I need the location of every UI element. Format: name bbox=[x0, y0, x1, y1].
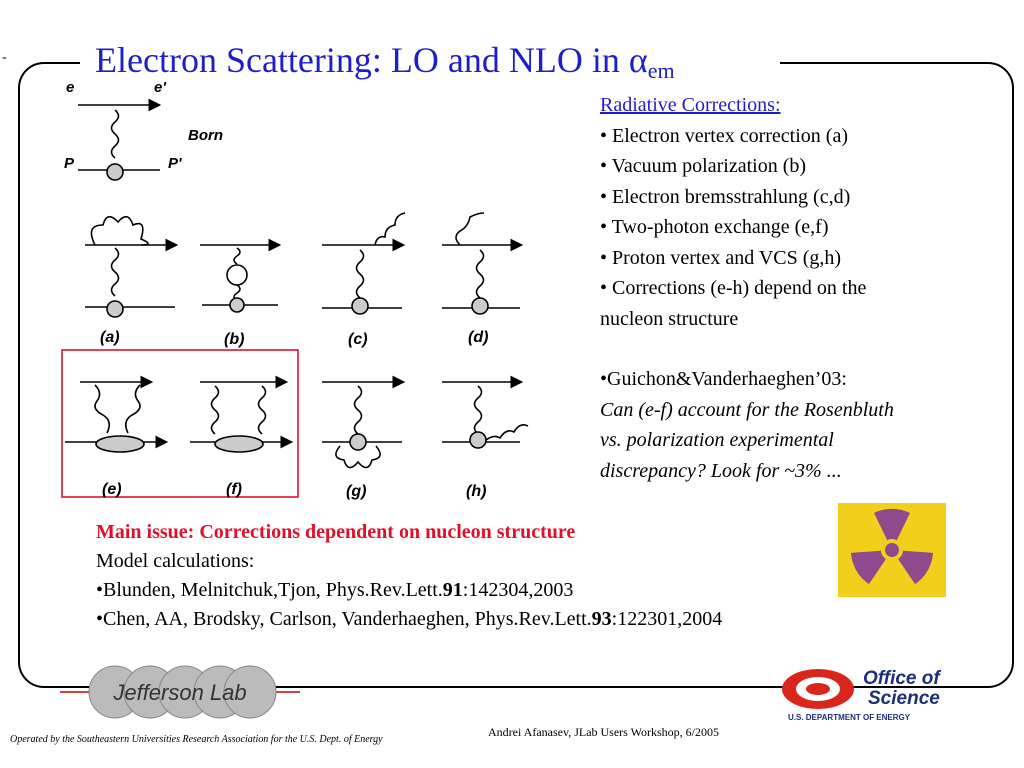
radiation-icon bbox=[838, 503, 946, 597]
question-line: Can (e-f) account for the Rosenbluth bbox=[600, 398, 894, 421]
office-line3: U.S. DEPARTMENT OF ENERGY bbox=[788, 713, 911, 722]
label-g: (g) bbox=[346, 483, 367, 500]
question-line: vs. polarization experimental bbox=[600, 429, 834, 451]
slide-marker: - bbox=[2, 50, 7, 65]
main-issue-block bbox=[96, 518, 722, 634]
rc-item: • Vacuum polarization (b) bbox=[600, 155, 807, 177]
ref1-volume: 91 bbox=[442, 579, 463, 601]
office-of-science-logo bbox=[778, 664, 968, 724]
rc-item: • Electron bremsstrahlung (c,d) bbox=[600, 185, 851, 208]
diagram-a bbox=[85, 217, 175, 317]
main-issue: Main issue: Corrections dependent on nucleon structure bbox=[96, 521, 576, 543]
label-p: P bbox=[64, 155, 75, 172]
radiative-heading: Radiative Corrections: bbox=[600, 94, 781, 116]
title-subscript: em bbox=[647, 58, 675, 83]
ref2-text: •Chen, AA, Brodsky, Carlson, Vanderhaeghen, Phys.Rev.Lett. bbox=[96, 608, 592, 630]
diagram-f bbox=[190, 382, 290, 452]
rc-item: • Electron vertex correction (a) bbox=[600, 124, 848, 147]
author-credit: Andrei Afanasev, JLab Users Workshop, 6/2005 bbox=[488, 725, 719, 739]
rc-item: • Two-photon exchange (e,f) bbox=[600, 216, 829, 238]
diagram-d bbox=[442, 213, 520, 314]
rc-item: • Corrections (e-h) depend on the bbox=[600, 277, 867, 299]
model-calculations: Model calculations: bbox=[96, 550, 255, 572]
rc-item: • Proton vertex and VCS (g,h) bbox=[600, 246, 842, 269]
operated-by-footer: Operated by the Southeastern Universities Research Association for the U.S. Dept. of Energy bbox=[10, 734, 383, 745]
label-b: (b) bbox=[224, 331, 245, 348]
ref1-text: •Blunden, Melnitchuk,Tjon, Phys.Rev.Lett. bbox=[96, 579, 443, 601]
label-e: e bbox=[66, 79, 75, 96]
radiative-corrections bbox=[600, 90, 1000, 486]
diagram-c bbox=[322, 213, 405, 314]
label-h: (h) bbox=[466, 483, 487, 500]
reference-1 bbox=[96, 576, 722, 605]
born-diagram bbox=[78, 105, 160, 180]
two-photon-highlight-box bbox=[62, 350, 298, 497]
label-a: (a) bbox=[100, 329, 120, 346]
reference-2 bbox=[96, 605, 722, 634]
jefferson-lab-logo bbox=[60, 662, 300, 726]
label-p-prime: P' bbox=[168, 155, 182, 172]
label-f: (f) bbox=[226, 481, 242, 498]
label-c: (c) bbox=[348, 331, 368, 348]
title-text: Electron Scattering: LO and NLO in α bbox=[95, 40, 648, 80]
label-born: Born bbox=[188, 127, 223, 144]
diagram-g bbox=[322, 382, 402, 468]
office-line2: Science bbox=[868, 688, 940, 709]
label-e-prime: e' bbox=[154, 79, 166, 96]
ref2-page: :122301,2004 bbox=[611, 608, 723, 630]
feynman-diagrams bbox=[20, 70, 560, 510]
diagram-e bbox=[65, 382, 165, 452]
ref2-volume: 93 bbox=[591, 608, 612, 630]
label-e-diagram: (e) bbox=[102, 481, 122, 498]
diagram-h bbox=[442, 382, 528, 448]
question-line: discrepancy? Look for ~3% ... bbox=[600, 459, 842, 482]
office-line1: Office of bbox=[863, 668, 940, 689]
diagram-b bbox=[200, 245, 278, 312]
spacer bbox=[600, 334, 1000, 364]
rc-item: nucleon structure bbox=[600, 307, 739, 330]
guichon-reference: •Guichon&Vanderhaeghen’03: bbox=[600, 368, 847, 390]
ref1-page: :142304,2003 bbox=[462, 579, 574, 601]
jlab-wordmark: Jefferson Lab bbox=[113, 680, 247, 705]
label-d: (d) bbox=[468, 329, 489, 346]
